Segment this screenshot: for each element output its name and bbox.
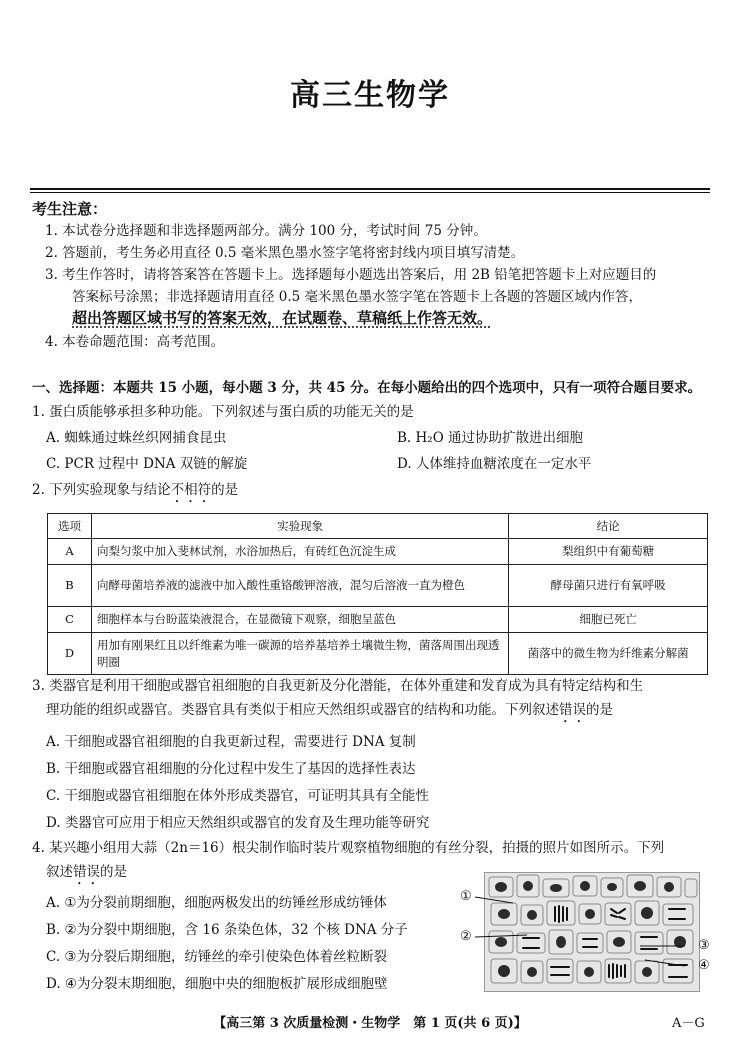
q4-option-b: B. ②为分裂中期细胞，含 16 条染色体，32 个核 DNA 分子 bbox=[46, 922, 408, 938]
page-footer: 【高三第 3 次质量检测・生物学 第 1 页(共 6 页)】 bbox=[213, 1016, 527, 1031]
q2-row-c-conclusion: 细胞已死亡 bbox=[509, 607, 708, 633]
header-divider-thick bbox=[30, 188, 710, 190]
q2-row-c-phenomenon: 细胞样本与台盼蓝染液混合，在显微镜下观察，细胞呈蓝色 bbox=[91, 607, 508, 633]
q2-table bbox=[47, 513, 708, 675]
q1-option-c: C. PCR 过程中 DNA 双链的解旋 bbox=[46, 456, 248, 472]
q2-table-header bbox=[48, 514, 708, 539]
q2-stem: 2. 下列实验现象与结论不相符的是 bbox=[32, 482, 239, 498]
q1-stem: 1. 蛋白质能够承担多种功能。下列叙述与蛋白质的功能无关的是 bbox=[32, 404, 414, 420]
header-divider-thin bbox=[30, 192, 710, 193]
q2-header-conclusion: 结论 bbox=[509, 514, 708, 539]
q1-option-d: D. 人体维持血糖浓度在一定水平 bbox=[397, 456, 592, 472]
q4-option-a: A. ①为分裂前期细胞，细胞两极发出的纺锤丝形成纺锤体 bbox=[46, 895, 387, 911]
q2-row-d-phenomenon: 用加有刚果红且以纤维素为唯一碳源的培养基培养土壤微生物，菌落周围出现透明圈 bbox=[91, 633, 508, 675]
photo-label-1: ① bbox=[460, 889, 472, 904]
q3-option-c: C. 干细胞或器官祖细胞在体外形成类器官，可证明其具有全能性 bbox=[46, 788, 429, 804]
q3-option-b: B. 干细胞或器官祖细胞的分化过程中发生了基因的选择性表达 bbox=[46, 761, 416, 777]
q4-option-d: D. ④为分裂末期细胞，细胞中央的细胞板扩展形成细胞壁 bbox=[46, 976, 388, 992]
q2-row-b-option: B bbox=[48, 565, 92, 607]
q1-option-b: B. H₂O 通过协助扩散进出细胞 bbox=[397, 430, 584, 446]
q3-stem-emphasis: 错误 bbox=[559, 702, 586, 718]
notice-item-1: 1. 本试卷分选择题和非选择题两部分。满分 100 分，考试时间 75 分钟。 bbox=[45, 223, 487, 239]
notice-item-2: 2. 答题前，考生务必用直径 0.5 毫米黑色墨水签字笔将密封线内项目填写清楚。 bbox=[45, 245, 525, 261]
q2-stem-emphasis: 不相符 bbox=[170, 482, 212, 498]
q3-option-a: A. 干细胞或器官祖细胞的自我更新过程，需要进行 DNA 复制 bbox=[46, 734, 416, 750]
q3-stem-line2: 理功能的组织或器官。类器官具有类似于相应天然组织或器官的结构和功能。下列叙述错误的是 bbox=[46, 702, 613, 718]
table-row bbox=[48, 607, 708, 633]
photo-label-4: ④ bbox=[698, 958, 710, 973]
table-row bbox=[48, 633, 708, 675]
q2-row-a-phenomenon: 向梨匀浆中加入斐林试剂，水浴加热后，有砖红色沉淀生成 bbox=[91, 539, 508, 565]
q2-header-phenomenon: 实验现象 bbox=[91, 514, 508, 539]
q3-option-d: D. 类器官可应用于相应天然组织或器官的发育及生理功能等研究 bbox=[46, 815, 430, 831]
q4-stem-emphasis: 错误 bbox=[73, 864, 100, 880]
q2-row-a-conclusion: 梨组织中有葡萄糖 bbox=[509, 539, 708, 565]
q3-stem-line1: 3. 类器官是利用干细胞或器官祖细胞的自我更新及分化潜能，在体外重建和发育成为具有特定结构和生 bbox=[32, 678, 644, 694]
page-title: 高三生物学 bbox=[290, 78, 450, 113]
q1-option-a: A. 蜘蛛通过蛛丝织网捕食昆虫 bbox=[46, 430, 227, 446]
q2-row-b-conclusion: 酵母菌只进行有氧呼吸 bbox=[509, 565, 708, 607]
notice-item-3: 3. 考生作答时，请将答案答在答题卡上。选择题每小题选出答案后，用 2B 铅笔把答题卡上对应题目的 bbox=[45, 267, 657, 283]
q2-row-d-option: D bbox=[48, 633, 92, 675]
q2-row-d-conclusion: 菌落中的微生物为纤维素分解菌 bbox=[509, 633, 708, 675]
photo-label-2: ② bbox=[460, 929, 472, 944]
notice-heading: 考生注意： bbox=[32, 200, 108, 218]
q2-row-c-option: C bbox=[48, 607, 92, 633]
notice-item-4: 4. 本卷命题范围：高考范围。 bbox=[45, 334, 225, 350]
q4-stem-line2: 叙述错误的是 bbox=[46, 864, 127, 880]
q4-stem-line1: 4. 某兴趣小组用大蒜（2n＝16）根尖制作临时装片观察植物细胞的有丝分裂，拍摄的照片如图所示。下列 bbox=[32, 840, 665, 856]
table-row bbox=[48, 565, 708, 607]
q4-option-c: C. ③为分裂后期细胞，纺锤丝的牵引使染色体着丝粒断裂 bbox=[46, 949, 388, 965]
q2-row-b-phenomenon: 向酵母菌培养液的滤液中加入酸性重铬酸钾溶液，混匀后溶液一直为橙色 bbox=[91, 565, 508, 607]
notice-item-3-emphasis: 超出答题区域书写的答案无效，在试题卷、草稿纸上作答无效。 bbox=[72, 309, 493, 327]
table-row bbox=[48, 539, 708, 565]
q2-header-option: 选项 bbox=[48, 514, 92, 539]
photo-label-3: ③ bbox=[698, 938, 710, 953]
notice-item-3-cont: 答案标号涂黑；非选择题请用直径 0.5 毫米黑色墨水签字笔在答题卡上各题的答题区域内作答， bbox=[72, 289, 643, 305]
q2-row-a-option: A bbox=[48, 539, 92, 565]
section-heading: 一、选择题：本题共 15 小题，每小题 3 分，共 45 分。在每小题给出的四个选项中，只有一项符合题目要求。 bbox=[32, 380, 702, 396]
paper-version-code: A－G bbox=[672, 1016, 705, 1031]
micrograph-leader-lines bbox=[455, 880, 710, 990]
